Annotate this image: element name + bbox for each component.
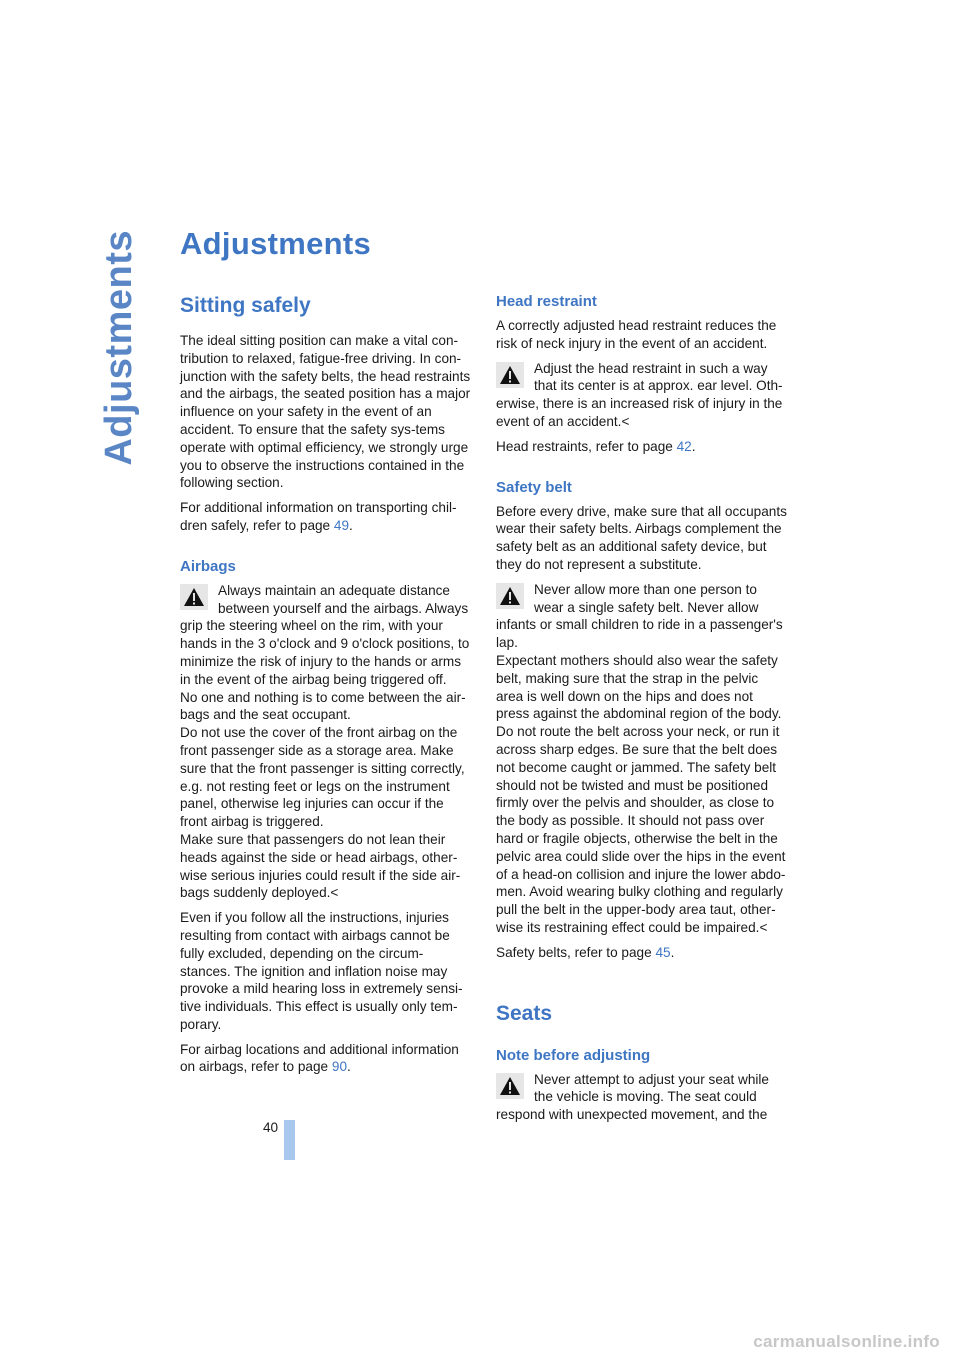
right-column	[496, 292, 788, 1131]
warning-triangle-icon	[496, 583, 524, 609]
paragraph-children: For additional information on transporting chil-dren safely, refer to page 49.	[180, 500, 457, 533]
warning-triangle-icon	[180, 584, 208, 610]
left-column	[180, 292, 472, 1083]
paragraph-airbag-locations: For airbag locations and additional information on airbags, refer to page 90.	[180, 1041, 459, 1075]
warning-line: Expectant mothers should also wear the safety belt, making sure that the strap in the pelvic area is well down on the hips and does not press against the abdominal region of the body.	[496, 652, 782, 722]
page-title: Adjustments	[180, 226, 372, 261]
heading-head-restraint: Head restraint	[496, 293, 597, 310]
watermark: carmanualsonline.info	[753, 1332, 940, 1351]
paragraph-head-restraint: A correctly adjusted head restraint reduces the risk of neck injury in the event of an accident.	[496, 318, 777, 351]
warning-line: Do not use the cover of the front airbag on the front passenger side as a storage area. Make sure that the front passenger is sitting correctly, e.g. not resting feet or legs on the instrument panel, otherwise leg injuries can occur if the front airbag is triggered.	[180, 725, 465, 830]
heading-seats: Seats	[496, 1001, 553, 1025]
warning-seat-adjust	[496, 1071, 788, 1124]
page-link-45[interactable]: 45	[655, 944, 671, 960]
paragraph-safety-belt: Before every drive, make sure that all occupants wear their safety belts. Airbags complement the safety belt as an additional safety device, but they do not represent a substitute.	[496, 503, 787, 572]
warning-line: Always maintain an adequate distance between yourself and the airbags. Always grip the steering wheel on the rim, with your hands in the 3 o'clock and 9 o'clock positions, to minimize the risk of injury to the hands or arms in the event of the airbag being triggered off.	[180, 582, 470, 687]
paragraph-injuries: Even if you follow all the instructions, injuries resulting from contact with airbags cannot be fully excluded, depending on the circum-stances. The ignition and inflation noise may provoke a mild hearing loss in extremely sensi-tive individuals. This effect is usually only tem-porary.	[180, 910, 463, 1032]
page-number: 40	[263, 1120, 279, 1135]
warning-triangle-icon	[496, 362, 524, 388]
warning-line: No one and nothing is to come between the air-bags and the seat occupant.	[180, 689, 466, 723]
warning-line: Never allow more than one person to wear a single safety belt. Never allow infants or small children to ride in a passenger's lap.	[496, 581, 783, 651]
paragraph-head-restraints-ref: Head restraints, refer to page 42.	[496, 438, 696, 454]
warning-airbags	[180, 582, 472, 902]
warning-line: Do not route the belt across your neck, or run it across sharp edges. Be sure that the belt does not become caught or jammed. The safety belt should not be twisted and must be positioned firmly over the pelvis and shoulder, as close to the body as possible. It should not pass over hard or fragile objects, otherwise the belt in the pelvic area could slide over the hips in the event of a head-on collision and injure the lower abdo-men. Avoid wearing bulky clothing and regularly pull the belt in the upper-body area taut, other-wise its restraining effect could be impaired.<	[496, 724, 786, 935]
page-link-49[interactable]: 49	[333, 517, 350, 533]
paragraph-safety-belts-ref: Safety belts, refer to page 45.	[496, 944, 675, 960]
warning-line: Never attempt to adjust your seat while the vehicle is moving. The seat could respond with unexpected movement, and the	[496, 1071, 769, 1123]
warning-safety-belt	[496, 581, 788, 937]
heading-note-before-adjusting: Note before adjusting	[496, 1046, 651, 1064]
warning-head-restraint	[496, 360, 788, 431]
page-link-42[interactable]: 42	[676, 438, 692, 454]
heading-airbags: Airbags	[180, 557, 236, 575]
page-number-bar	[284, 1120, 295, 1160]
heading-safety-belt: Safety belt	[496, 478, 572, 496]
section-side-tab: Adjustments	[98, 230, 140, 466]
warning-line: Make sure that passengers do not lean their heads against the side or head airbags, other-wise serious injuries could result if the side air-bags suddenly deployed.<	[180, 831, 461, 901]
heading-sitting-safely: Sitting safely	[180, 294, 311, 317]
page-link-90[interactable]: 90	[331, 1059, 348, 1075]
paragraph-sitting-intro: The ideal sitting position can make a vital con-tribution to relaxed, fatigue-free driving. In con-junction with the safety belts, the head restraints and the airbags, the seated position has a major influence on your safety in the event of an accident. To ensure that the safety sys-tems operate with optimal efficiency, we strongly urge you to observe the instructions contained in the following section.	[180, 333, 471, 491]
warning-triangle-icon	[496, 1073, 524, 1099]
warning-line: Adjust the head restraint in such a way that its center is at approx. ear level. Oth-erwise, there is an increased risk of injury in the event of an accident.<	[496, 360, 783, 429]
